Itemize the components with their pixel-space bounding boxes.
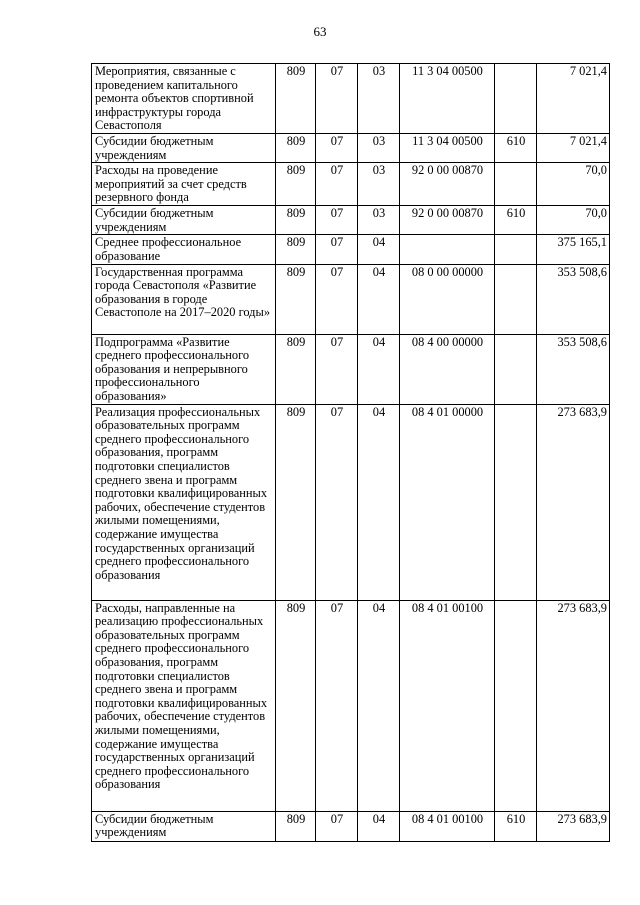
section-code: 07	[316, 811, 358, 841]
ministry-code: 809	[276, 404, 316, 600]
expense-name: Среднее профессиональное образование	[92, 235, 276, 264]
amount: 273 683,9	[537, 811, 610, 841]
expense-type-code: 610	[495, 206, 537, 235]
target-article-code: 08 4 01 00100	[400, 811, 495, 841]
expense-type-code	[495, 600, 537, 811]
target-article-code: 08 0 00 00000	[400, 264, 495, 334]
page-number: 63	[313, 24, 327, 39]
expense-name: Расходы на проведение мероприятий за счет средств резервного фонда	[92, 163, 276, 206]
subsection-code: 04	[358, 264, 400, 334]
amount: 7 021,4	[537, 64, 610, 134]
section-code: 07	[316, 64, 358, 134]
table-row	[92, 163, 610, 206]
budget-table	[91, 63, 610, 842]
section-code: 07	[316, 206, 358, 235]
ministry-code: 809	[276, 334, 316, 404]
expense-type-code	[495, 235, 537, 264]
target-article-code: 08 4 01 00100	[400, 600, 495, 811]
subsection-code: 04	[358, 334, 400, 404]
expense-name: Расходы, направленные на реализацию профессиональных образовательных программ среднего профессионального образования, программ подготовки специалистов среднего звена и программ подготовки квалифицированных рабочих, обеспечение студентов жилыми помещениями, содержание имущества государственных организаций среднего профессионального образования	[92, 600, 276, 811]
amount: 70,0	[537, 206, 610, 235]
amount: 70,0	[537, 163, 610, 206]
expense-type-code	[495, 334, 537, 404]
ministry-code: 809	[276, 64, 316, 134]
subsection-code: 03	[358, 163, 400, 206]
expense-type-code	[495, 404, 537, 600]
subsection-code: 04	[358, 600, 400, 811]
table-row	[92, 235, 610, 264]
expense-type-code: 610	[495, 134, 537, 163]
table-row	[92, 811, 610, 841]
table-row	[92, 334, 610, 404]
section-code: 07	[316, 600, 358, 811]
ministry-code: 809	[276, 134, 316, 163]
section-code: 07	[316, 134, 358, 163]
table-row	[92, 134, 610, 163]
expense-type-code: 610	[495, 811, 537, 841]
section-code: 07	[316, 235, 358, 264]
table-row	[92, 64, 610, 134]
target-article-code: 92 0 00 00870	[400, 206, 495, 235]
amount: 375 165,1	[537, 235, 610, 264]
table-row	[92, 404, 610, 600]
expense-name: Мероприятия, связанные с проведением капитального ремонта объектов спортивной инфраструктуры города Севастополя	[92, 64, 276, 134]
subsection-code: 04	[358, 811, 400, 841]
expense-name: Субсидии бюджетным учреждениям	[92, 206, 276, 235]
expense-type-code	[495, 64, 537, 134]
target-article-code	[400, 235, 495, 264]
subsection-code: 03	[358, 64, 400, 134]
section-code: 07	[316, 264, 358, 334]
ministry-code: 809	[276, 264, 316, 334]
table-row	[92, 600, 610, 811]
amount: 353 508,6	[537, 264, 610, 334]
expense-name: Субсидии бюджетным учреждениям	[92, 811, 276, 841]
amount: 273 683,9	[537, 404, 610, 600]
ministry-code: 809	[276, 206, 316, 235]
expense-name: Реализация профессиональных образовательных программ среднего профессионального образования, программ подготовки специалистов среднего звена и программ подготовки квалифицированных рабочих, обеспечение студентов жилыми помещениями, содержание имущества государственных организаций среднего профессионального образования	[92, 404, 276, 600]
subsection-code: 04	[358, 235, 400, 264]
section-code: 07	[316, 404, 358, 600]
subsection-code: 03	[358, 134, 400, 163]
subsection-code: 04	[358, 404, 400, 600]
expense-name: Субсидии бюджетным учреждениям	[92, 134, 276, 163]
expense-type-code	[495, 264, 537, 334]
target-article-code: 08 4 00 00000	[400, 334, 495, 404]
section-code: 07	[316, 163, 358, 206]
ministry-code: 809	[276, 235, 316, 264]
ministry-code: 809	[276, 163, 316, 206]
ministry-code: 809	[276, 600, 316, 811]
target-article-code: 92 0 00 00870	[400, 163, 495, 206]
amount: 7 021,4	[537, 134, 610, 163]
table-row	[92, 206, 610, 235]
ministry-code: 809	[276, 811, 316, 841]
section-code: 07	[316, 334, 358, 404]
expense-name: Подпрограмма «Развитие среднего профессионального образования и непрерывного профессионального образования»	[92, 334, 276, 404]
target-article-code: 08 4 01 00000	[400, 404, 495, 600]
table-row	[92, 264, 610, 334]
target-article-code: 11 3 04 00500	[400, 134, 495, 163]
subsection-code: 03	[358, 206, 400, 235]
target-article-code: 11 3 04 00500	[400, 64, 495, 134]
expense-type-code	[495, 163, 537, 206]
amount: 273 683,9	[537, 600, 610, 811]
expense-name: Государственная программа города Севастополя «Развитие образования в городе Севастополе на 2017–2020 годы»	[92, 264, 276, 334]
amount: 353 508,6	[537, 334, 610, 404]
